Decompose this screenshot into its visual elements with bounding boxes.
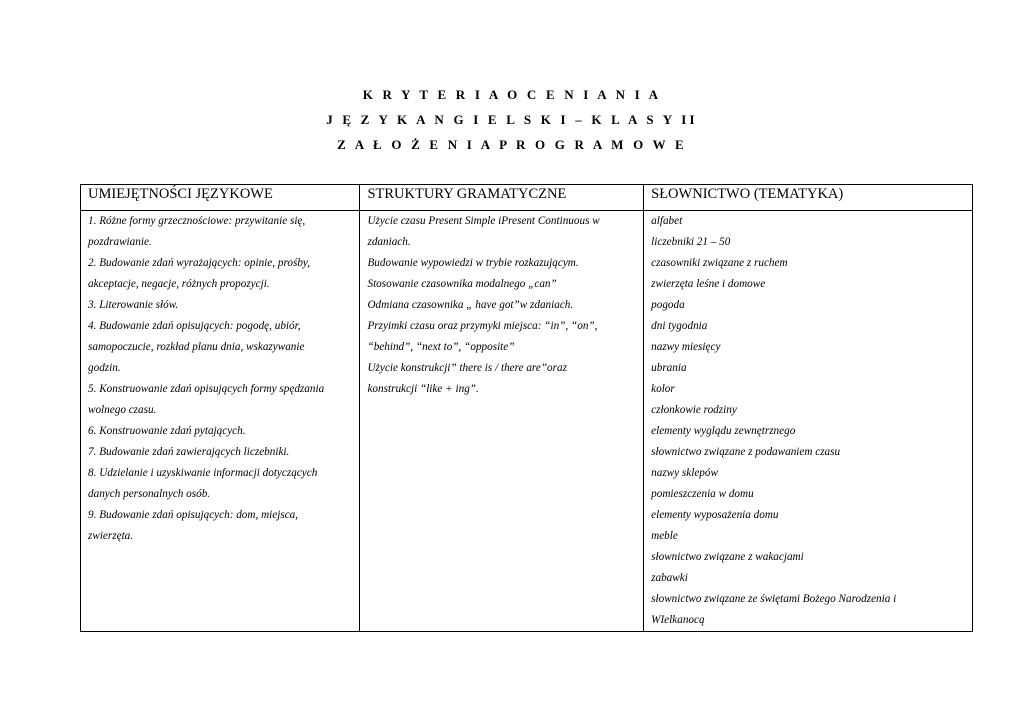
vocabulary-item: alfabet [651,215,683,227]
skill-line: 4. Budowanie zdań opisujących: pogodę, ubiór, [88,320,301,332]
skill-line: pozdrawianie. [88,236,152,248]
skill-line: wolnego czasu. [88,404,157,416]
grammar-line: konstrukcji “like + ing”. [367,383,479,395]
vocabulary-item: zwierzęta leśne i domowe [651,278,766,290]
vocabulary-item: nazwy miesięcy [651,341,721,353]
skill-line: samopoczucie, rozkład planu dnia, wskazywanie [88,341,305,353]
vocabulary-item: nazwy sklepów [651,467,718,479]
vocabulary-item: pogoda [651,299,685,311]
skill-line: akceptacje, negacje, różnych propozycji. [88,278,270,290]
vocabulary-item: kolor [651,383,675,395]
criteria-table [80,184,973,632]
skill-line: 6. Konstruowanie zdań pytających. [88,425,246,437]
vocabulary-item: elementy wyglądu zewnętrznego [651,425,796,437]
vocabulary-item: dni tygodnia [651,320,708,332]
document-section-title: Z A Ł O Ż E N I A P R O G R A M O W E [337,137,687,152]
vocabulary-item: słownictwo związane z wakacjami [651,551,804,563]
skill-line: 9. Budowanie zdań opisujących: dom, miejsca, [88,509,299,521]
vocabulary-item: czasowniki związane z ruchem [651,257,788,269]
skill-line: 8. Udzielanie i uzyskiwanie informacji dotyczących [88,467,318,479]
header-language-skills: UMIEJĘTNOŚCI JĘZYKOWE [81,185,360,211]
grammar-line: “behind”, “next to”, “opposite” [367,341,515,353]
document-subtitle: J Ę Z Y K A N G I E L S K I – K L A S Y II [326,112,698,127]
vocabulary-cell [644,211,973,632]
grammar-structures-cell [360,211,644,632]
grammar-line: Przyimki czasu oraz przymyki miejsca: “in”, “on”, [367,320,598,332]
skill-line: 5. Konstruowanie zdań opisujących formy spędzania [88,383,325,395]
skill-line: 7. Budowanie zdań zawierających liczebniki. [88,446,290,458]
vocabulary-item: pomieszczenia w domu [651,488,754,500]
grammar-line: Odmiana czasownika „ have got”w zdaniach. [367,299,574,311]
vocabulary-item: zabawki [651,572,688,584]
grammar-line: Budowanie wypowiedzi w trybie rozkazującym. [367,257,579,269]
skill-line: danych personalnych osób. [88,488,211,500]
vocabulary-item: słownictwo związane ze świętami Bożego Narodzenia i [651,593,897,605]
vocabulary-item: członkowie rodziny [651,404,737,416]
grammar-line: Użycie konstrukcji” there is / there are”oraz [367,362,567,374]
header-vocabulary: SŁOWNICTWO (TEMATYKA) [644,185,973,211]
table-row [81,211,973,632]
vocabulary-item: ubrania [651,362,687,374]
skill-line: 1. Różne formy grzecznościowe: przywitanie się, [88,215,306,227]
skill-line: godzin. [88,362,121,374]
document-title: K R Y T E R I A O C E N I A N I A [362,87,662,102]
header-grammar-structures: STRUKTURY GRAMATYCZNE [360,185,644,211]
vocabulary-item: liczebniki 21 – 50 [651,236,731,248]
vocabulary-item: WIelkanocą [651,614,705,626]
grammar-line: zdaniach. [367,236,411,248]
vocabulary-item: meble [651,530,678,542]
skill-line: 3. Literowanie słów. [88,299,179,311]
vocabulary-item: słownictwo związane z podawaniem czasu [651,446,841,458]
skill-line: 2. Budowanie zdań wyrażających: opinie, prośby, [88,257,311,269]
language-skills-cell [81,211,360,632]
grammar-line: Użycie czasu Present Simple iPresent Continuous w [367,215,600,227]
grammar-line: Stosowanie czasownika modalnego „can” [367,278,557,290]
table-header-row [81,185,973,211]
vocabulary-item: elementy wyposażenia domu [651,509,779,521]
skill-line: zwierzęta. [88,530,134,542]
